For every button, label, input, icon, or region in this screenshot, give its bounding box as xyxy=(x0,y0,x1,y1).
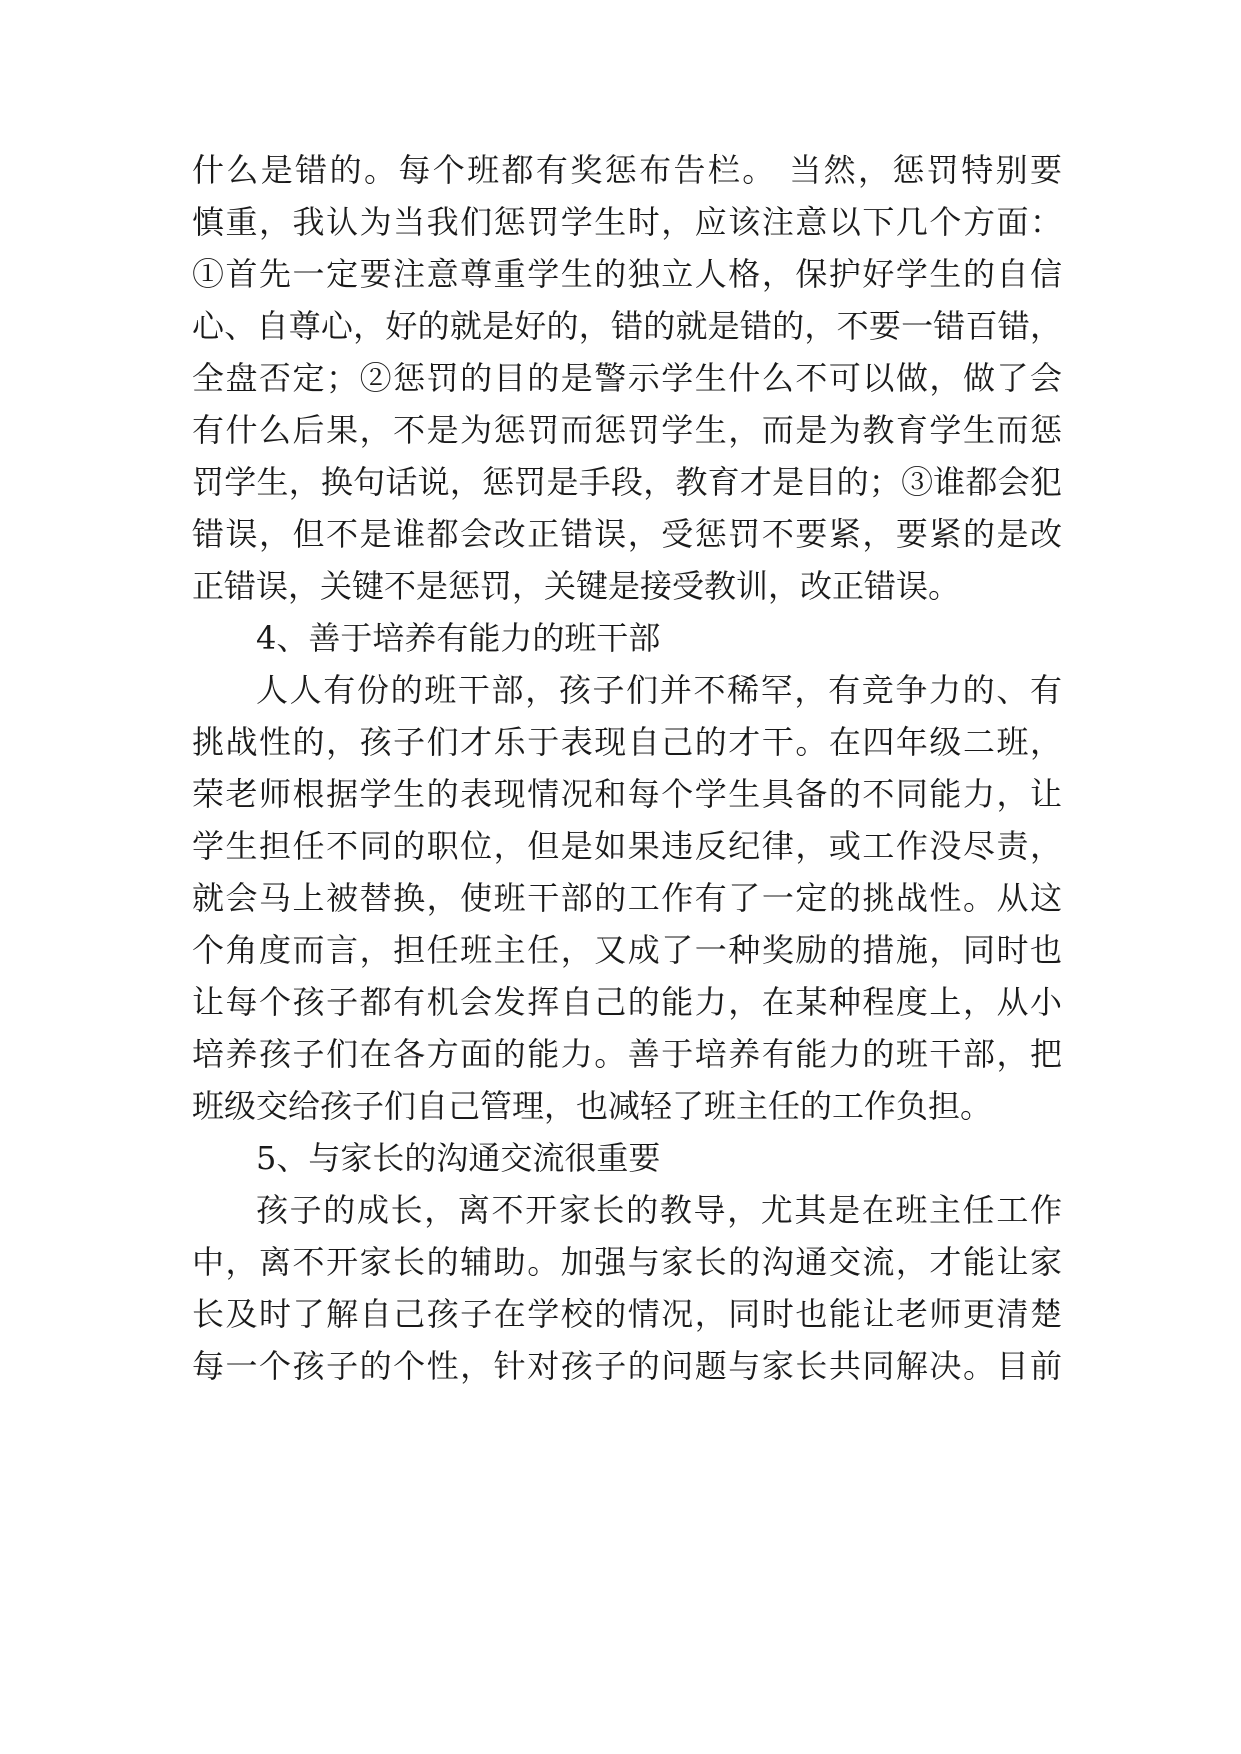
paragraph-line: 慎重，我认为当我们惩罚学生时，应该注意以下几个方面： xyxy=(192,203,1062,241)
paragraph-line: 正错误，关键不是惩罚，关键是接受教训，改正错误。 xyxy=(192,567,961,605)
paragraph-line: 心、自尊心，好的就是好的，错的就是错的，不要一错百错， xyxy=(192,307,1062,345)
paragraph-line: 什么是错的。每个班都有奖惩布告栏。 当然，惩罚特别要 xyxy=(192,151,1062,189)
paragraph-line: 就会马上被替换，使班干部的工作有了一定的挑战性。从这 xyxy=(192,879,1062,917)
paragraph-line: 班级交给孩子们自己管理，也减轻了班主任的工作负担。 xyxy=(192,1087,993,1125)
paragraph-line: 荣老师根据学生的表现情况和每个学生具备的不同能力，让 xyxy=(192,775,1062,813)
section-heading-4: 4、善于培养有能力的班干部 xyxy=(256,619,661,657)
paragraph-line: ①首先一定要注意尊重学生的独立人格，保护好学生的自信 xyxy=(192,255,1062,293)
paragraph-line: 全盘否定；②惩罚的目的是警示学生什么不可以做，做了会 xyxy=(192,359,1062,397)
paragraph-line: 让每个孩子都有机会发挥自己的能力，在某种程度上，从小 xyxy=(192,983,1062,1021)
paragraph-line: 培养孩子们在各方面的能力。善于培养有能力的班干部，把 xyxy=(192,1035,1062,1073)
section-heading-5: 5、与家长的沟通交流很重要 xyxy=(256,1139,661,1177)
paragraph-line: 个角度而言，担任班主任，又成了一种奖励的措施，同时也 xyxy=(192,931,1062,969)
paragraph-line: 罚学生，换句话说，惩罚是手段，教育才是目的；③谁都会犯 xyxy=(192,463,1062,501)
paragraph-line: 长及时了解自己孩子在学校的情况，同时也能让老师更清楚 xyxy=(192,1295,1062,1333)
paragraph-line: 中，离不开家长的辅助。加强与家长的沟通交流，才能让家 xyxy=(192,1243,1062,1281)
paragraph-line: 有什么后果，不是为惩罚而惩罚学生，而是为教育学生而惩 xyxy=(192,411,1062,449)
paragraph-line: 人人有份的班干部，孩子们并不稀罕，有竞争力的、有 xyxy=(256,671,1062,709)
paragraph-line: 学生担任不同的职位，但是如果违反纪律，或工作没尽责， xyxy=(192,827,1062,865)
paragraph-line: 挑战性的，孩子们才乐于表现自己的才干。在四年级二班， xyxy=(192,723,1062,761)
paragraph-line: 每一个孩子的个性，针对孩子的问题与家长共同解决。目前 xyxy=(192,1347,1062,1385)
paragraph-line: 孩子的成长，离不开家长的教导，尤其是在班主任工作 xyxy=(256,1191,1062,1229)
paragraph-line: 错误，但不是谁都会改正错误，受惩罚不要紧，要紧的是改 xyxy=(192,515,1062,553)
